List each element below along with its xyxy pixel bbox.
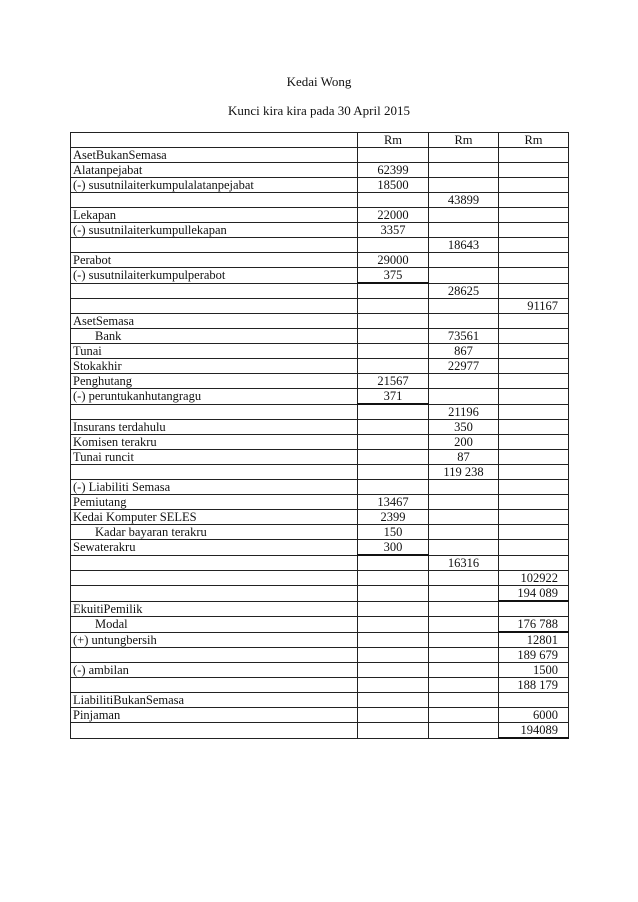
row-label: EkuitiPemilik [71, 601, 358, 617]
table-row [71, 708, 569, 723]
row-label [71, 193, 358, 208]
table-row [71, 678, 569, 693]
row-value-col1 [358, 693, 429, 708]
row-value-col2 [429, 632, 499, 648]
row-value-col2 [429, 163, 499, 178]
row-value-col3 [499, 268, 569, 284]
row-value-col2 [429, 510, 499, 525]
row-value-col2 [429, 480, 499, 495]
row-value-col2: 28625 [429, 283, 499, 299]
row-label [71, 571, 358, 586]
table-row [71, 283, 569, 299]
table-row [71, 571, 569, 586]
table-row [71, 314, 569, 329]
row-label [71, 299, 358, 314]
table-row [71, 663, 569, 678]
row-value-col2 [429, 648, 499, 663]
row-label: Kadar bayaran terakru [71, 525, 358, 540]
row-label: Pinjaman [71, 708, 358, 723]
row-value-col3 [499, 601, 569, 617]
row-value-col3 [499, 540, 569, 556]
table-row [71, 268, 569, 284]
table-row [71, 163, 569, 178]
row-value-col2 [429, 314, 499, 329]
row-label: Stokakhir [71, 359, 358, 374]
table-row [71, 617, 569, 633]
row-value-col1 [358, 555, 429, 571]
row-value-col1: 371 [358, 389, 429, 405]
table-row [71, 178, 569, 193]
table-row [71, 586, 569, 602]
row-value-col3 [499, 389, 569, 405]
row-value-col1 [358, 359, 429, 374]
table-row [71, 450, 569, 465]
row-label: (-) ambilan [71, 663, 358, 678]
row-value-col2 [429, 268, 499, 284]
row-value-col3 [499, 148, 569, 163]
row-label: Modal [71, 617, 358, 633]
row-value-col2 [429, 663, 499, 678]
row-value-col1 [358, 708, 429, 723]
row-value-col3 [499, 450, 569, 465]
row-value-col2 [429, 208, 499, 223]
row-value-col1 [358, 420, 429, 435]
row-value-col1 [358, 314, 429, 329]
row-value-col3 [499, 359, 569, 374]
row-value-col1: 3357 [358, 223, 429, 238]
table-row [71, 404, 569, 420]
row-value-col1 [358, 678, 429, 693]
header-cell-label [71, 133, 358, 148]
row-value-col1 [358, 601, 429, 617]
row-label [71, 723, 358, 739]
row-value-col3 [499, 465, 569, 480]
row-value-col3 [499, 193, 569, 208]
row-value-col2 [429, 601, 499, 617]
row-value-col3 [499, 163, 569, 178]
table-row [71, 723, 569, 739]
row-label: (+) untungbersih [71, 632, 358, 648]
row-value-col1: 150 [358, 525, 429, 540]
row-value-col3 [499, 314, 569, 329]
row-label [71, 283, 358, 299]
row-value-col3 [499, 208, 569, 223]
row-value-col3 [499, 510, 569, 525]
row-label: (-) susutnilaiterkumpulperabot [71, 268, 358, 284]
row-value-col1: 21567 [358, 374, 429, 389]
row-value-col1 [358, 586, 429, 602]
row-value-col3 [499, 344, 569, 359]
row-value-col1 [358, 435, 429, 450]
row-value-col2: 867 [429, 344, 499, 359]
row-value-col1: 375 [358, 268, 429, 284]
row-value-col3: 6000 [499, 708, 569, 723]
row-value-col3 [499, 495, 569, 510]
table-row [71, 555, 569, 571]
row-value-col2 [429, 678, 499, 693]
row-value-col1 [358, 465, 429, 480]
row-label [71, 648, 358, 663]
row-value-col1 [358, 617, 429, 633]
row-value-col3 [499, 253, 569, 268]
table-row [71, 525, 569, 540]
row-label [71, 678, 358, 693]
row-label [71, 465, 358, 480]
row-value-col3 [499, 374, 569, 389]
row-value-col2 [429, 495, 499, 510]
row-value-col1 [358, 571, 429, 586]
row-label: Penghutang [71, 374, 358, 389]
row-label: Insurans terdahulu [71, 420, 358, 435]
row-label: Lekapan [71, 208, 358, 223]
header-cell-rm: Rm [358, 133, 429, 148]
row-value-col2: 200 [429, 435, 499, 450]
row-value-col3: 176 788 [499, 617, 569, 633]
row-value-col3 [499, 404, 569, 420]
row-label: Perabot [71, 253, 358, 268]
row-value-col3 [499, 525, 569, 540]
row-value-col2 [429, 586, 499, 602]
row-value-col1: 18500 [358, 178, 429, 193]
table-row [71, 299, 569, 314]
row-value-col2 [429, 374, 499, 389]
row-value-col2: 350 [429, 420, 499, 435]
table-row [71, 344, 569, 359]
row-value-col1 [358, 193, 429, 208]
table-row [71, 238, 569, 253]
row-label: Alatanpejabat [71, 163, 358, 178]
row-value-col3 [499, 555, 569, 571]
row-value-col3: 1500 [499, 663, 569, 678]
row-label: (-) Liabiliti Semasa [71, 480, 358, 495]
table-row [71, 495, 569, 510]
row-label [71, 555, 358, 571]
row-value-col3 [499, 693, 569, 708]
row-value-col1: 22000 [358, 208, 429, 223]
row-value-col1 [358, 283, 429, 299]
header-row [71, 133, 569, 148]
row-value-col1 [358, 329, 429, 344]
table-row [71, 540, 569, 556]
row-value-col2 [429, 693, 499, 708]
row-label: Tunai runcit [71, 450, 358, 465]
row-value-col2 [429, 571, 499, 586]
row-value-col2: 73561 [429, 329, 499, 344]
table-row [71, 648, 569, 663]
row-label [71, 404, 358, 420]
table-row [71, 359, 569, 374]
header-cell-rm: Rm [499, 133, 569, 148]
row-label: AsetSemasa [71, 314, 358, 329]
row-value-col2: 18643 [429, 238, 499, 253]
row-value-col3: 194089 [499, 723, 569, 739]
row-value-col3: 188 179 [499, 678, 569, 693]
row-value-col1 [358, 238, 429, 253]
row-value-col1 [358, 663, 429, 678]
row-value-col3 [499, 435, 569, 450]
balance-sheet-table [70, 132, 569, 739]
table-row [71, 693, 569, 708]
row-value-col3 [499, 283, 569, 299]
row-value-col2 [429, 723, 499, 739]
row-value-col3: 189 679 [499, 648, 569, 663]
row-value-col1 [358, 480, 429, 495]
table-row [71, 389, 569, 405]
row-value-col1: 2399 [358, 510, 429, 525]
table-row [71, 420, 569, 435]
row-label: Komisen terakru [71, 435, 358, 450]
row-value-col3 [499, 329, 569, 344]
row-label: Tunai [71, 344, 358, 359]
row-value-col1 [358, 648, 429, 663]
row-value-col1: 300 [358, 540, 429, 556]
header-cell-rm: Rm [429, 133, 499, 148]
row-value-col1 [358, 299, 429, 314]
row-value-col3 [499, 238, 569, 253]
row-label: (-) susutnilaiterkumpullekapan [71, 223, 358, 238]
row-label: Bank [71, 329, 358, 344]
table-row [71, 601, 569, 617]
row-value-col2 [429, 389, 499, 405]
document-title: Kedai Wong [286, 74, 352, 89]
row-value-col3: 102922 [499, 571, 569, 586]
table-row [71, 374, 569, 389]
table-row [71, 253, 569, 268]
row-value-col3: 91167 [499, 299, 569, 314]
row-value-col2 [429, 148, 499, 163]
row-value-col2: 43899 [429, 193, 499, 208]
row-label: (-) peruntukanhutangragu [71, 389, 358, 405]
row-value-col1: 13467 [358, 495, 429, 510]
row-value-col2 [429, 525, 499, 540]
row-label: (-) susutnilaiterkumpulalatanpejabat [71, 178, 358, 193]
row-value-col2 [429, 299, 499, 314]
row-value-col1 [358, 450, 429, 465]
row-value-col1: 62399 [358, 163, 429, 178]
row-label: AsetBukanSemasa [71, 148, 358, 163]
table-row [71, 632, 569, 648]
row-label [71, 238, 358, 253]
row-label: Kedai Komputer SELES [71, 510, 358, 525]
table-row [71, 193, 569, 208]
table-row [71, 465, 569, 480]
row-value-col1 [358, 632, 429, 648]
row-value-col3: 12801 [499, 632, 569, 648]
row-value-col2 [429, 223, 499, 238]
row-value-col3 [499, 420, 569, 435]
row-value-col1 [358, 344, 429, 359]
row-value-col3: 194 089 [499, 586, 569, 602]
row-value-col2 [429, 708, 499, 723]
table-row [71, 480, 569, 495]
row-label: Sewaterakru [71, 540, 358, 556]
row-value-col1 [358, 404, 429, 420]
row-value-col1: 29000 [358, 253, 429, 268]
row-value-col2 [429, 253, 499, 268]
row-value-col2: 22977 [429, 359, 499, 374]
row-value-col2 [429, 178, 499, 193]
row-value-col2 [429, 540, 499, 556]
row-value-col3 [499, 223, 569, 238]
row-value-col2: 119 238 [429, 465, 499, 480]
table-row [71, 510, 569, 525]
row-label [71, 586, 358, 602]
row-label: Pemiutang [71, 495, 358, 510]
row-value-col2: 16316 [429, 555, 499, 571]
row-value-col3 [499, 480, 569, 495]
row-value-col1 [358, 723, 429, 739]
row-label: LiabilitiBukanSemasa [71, 693, 358, 708]
row-value-col2: 87 [429, 450, 499, 465]
row-value-col3 [499, 178, 569, 193]
table-row [71, 223, 569, 238]
table-row [71, 208, 569, 223]
table-row [71, 435, 569, 450]
document-subtitle: Kunci kira kira pada 30 April 2015 [228, 103, 410, 118]
row-value-col1 [358, 148, 429, 163]
row-value-col2: 21196 [429, 404, 499, 420]
row-value-col2 [429, 617, 499, 633]
table-row [71, 148, 569, 163]
table-row [71, 329, 569, 344]
